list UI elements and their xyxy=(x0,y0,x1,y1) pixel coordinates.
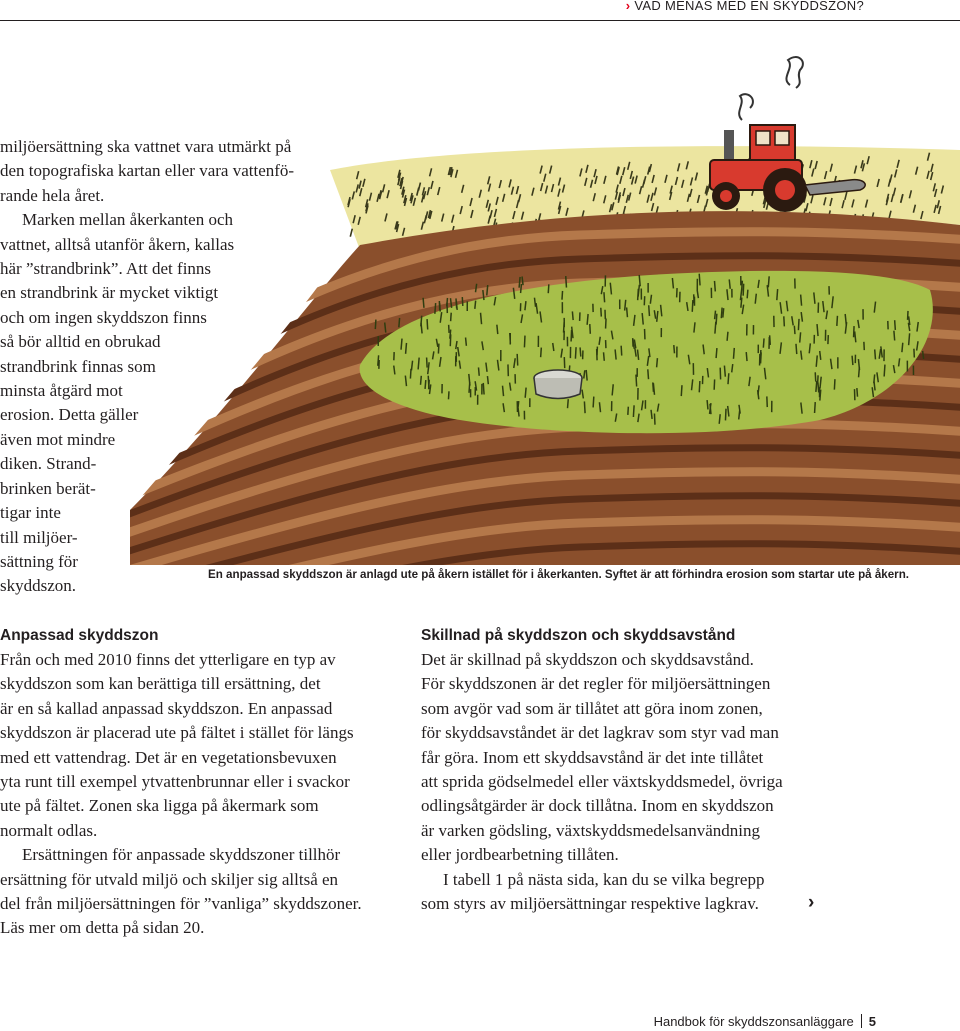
text-line: del från miljöersättningen för ”vanliga” skyddszoner. xyxy=(0,894,362,914)
field-illustration xyxy=(130,40,960,565)
text-line: Det är skillnad på skyddszon och skyddsavstånd. xyxy=(421,650,754,669)
text-line: skyddszon som kan berättiga till ersättning, det xyxy=(0,674,321,694)
figure-caption: En anpassad skyddszon är anlagd ute på åkern istället för i åkerkanten. Syftet är att förhindra erosion som startar ute på åkern. xyxy=(208,568,909,581)
text-line: sättning för xyxy=(0,551,78,571)
text-line: och om ingen skyddszon finns xyxy=(0,307,207,327)
text-line: brinken berät- xyxy=(0,478,96,498)
footer-title: Handbok för skyddszonsanläggare xyxy=(653,1014,854,1029)
text-line: så bör alltid en obrukad xyxy=(0,332,161,352)
text-line: odlingsåtgärder är dock tillåtna. Inom en skyddszon xyxy=(421,796,774,816)
footer-divider xyxy=(861,1014,862,1028)
chevron-right-icon: › xyxy=(625,0,631,13)
text-line: Från och med 2010 finns det ytterligare en typ av xyxy=(0,650,336,669)
body-paragraph xyxy=(0,843,400,941)
text-line: som avgör vad som är tillåtet att göra inom zonen, xyxy=(421,698,763,718)
text-line: ersättning för utvald miljö och skiljer sig alltså en xyxy=(0,869,339,889)
text-line: får göra. Inom ett skyddsavstånd är det inte tillåtet xyxy=(421,747,764,767)
section-heading: Anpassad skyddszon xyxy=(0,627,159,644)
tractor xyxy=(710,57,865,212)
body-paragraph xyxy=(0,648,400,843)
text-line: till miljöer- xyxy=(0,527,78,547)
body-paragraph xyxy=(421,868,821,917)
text-line: även mot mindre xyxy=(0,429,116,449)
text-line: eller jordbearbetning tillåten. xyxy=(421,845,619,865)
running-head-text: VAD MENAS MED EN SKYDDSZON? xyxy=(634,0,864,13)
text-line: här ”strandbrink”. Att det finns xyxy=(0,259,212,279)
section-zone-vs-distance xyxy=(421,626,821,916)
header-rule xyxy=(0,20,960,21)
text-line: skyddszon är placerad ute på fältet i stället för längs xyxy=(0,723,354,743)
section-heading: Skillnad på skyddszon och skyddsavstånd xyxy=(421,627,736,644)
text-line: för skyddsavståndet är det lagkrav som styr vad man xyxy=(421,723,779,743)
text-line: rande hela året. xyxy=(0,185,105,205)
text-line: en strandbrink är mycket viktigt xyxy=(0,283,219,303)
text-line: yta runt till exempel ytvattenbrunnar eller i svackor xyxy=(0,772,350,792)
text-line: med ett vattendrag. Det är en vegetationsbevuxen xyxy=(0,747,337,767)
text-line: vattnet, alltså utanför åkern, kallas xyxy=(0,234,235,254)
section-adapted-buffer-zone xyxy=(0,626,400,941)
page-footer xyxy=(654,1014,876,1029)
running-head xyxy=(626,0,864,13)
text-line: ute på fältet. Zonen ska ligga på åkermark som xyxy=(0,796,319,816)
text-line: miljöersättning ska vattnet vara utmärkt på xyxy=(0,137,292,156)
text-line: normalt odlas. xyxy=(0,820,98,840)
text-line: strandbrink finnas som xyxy=(0,356,156,376)
text-line: Ersättningen för anpassade skyddszoner tillhör xyxy=(22,845,341,865)
text-line: skyddszon. xyxy=(0,576,77,596)
text-line: erosion. Detta gäller xyxy=(0,405,139,425)
text-line: För skyddszonen är det regler för miljöersättningen xyxy=(421,674,771,694)
text-line: I tabell 1 på nästa sida, kan du se vilka begrepp xyxy=(443,869,765,889)
page-number: 5 xyxy=(868,1014,876,1029)
top-header xyxy=(0,0,960,22)
body-paragraph xyxy=(421,648,821,868)
text-line: den topografiska kartan eller vara vattenfö- xyxy=(0,161,295,181)
text-line: att sprida gödselmedel eller växtskyddsmedel, övriga xyxy=(421,772,783,792)
text-line: är varken gödsling, växtskyddsmedelsanvändning xyxy=(421,820,760,840)
text-line: tigar inte xyxy=(0,503,61,523)
text-line: Läs mer om detta på sidan 20. xyxy=(0,918,205,938)
chevron-right-icon: › xyxy=(808,892,815,913)
surface-water-well xyxy=(534,370,582,399)
text-line: som styrs av miljöersättningar respektive lagkrav. xyxy=(421,894,759,914)
text-line: är en så kallad anpassad skyddszon. En anpassad xyxy=(0,698,333,718)
text-line: minsta åtgärd mot xyxy=(0,381,123,401)
text-line: Marken mellan åkerkanten och xyxy=(22,210,233,230)
text-line: diken. Strand- xyxy=(0,454,97,474)
